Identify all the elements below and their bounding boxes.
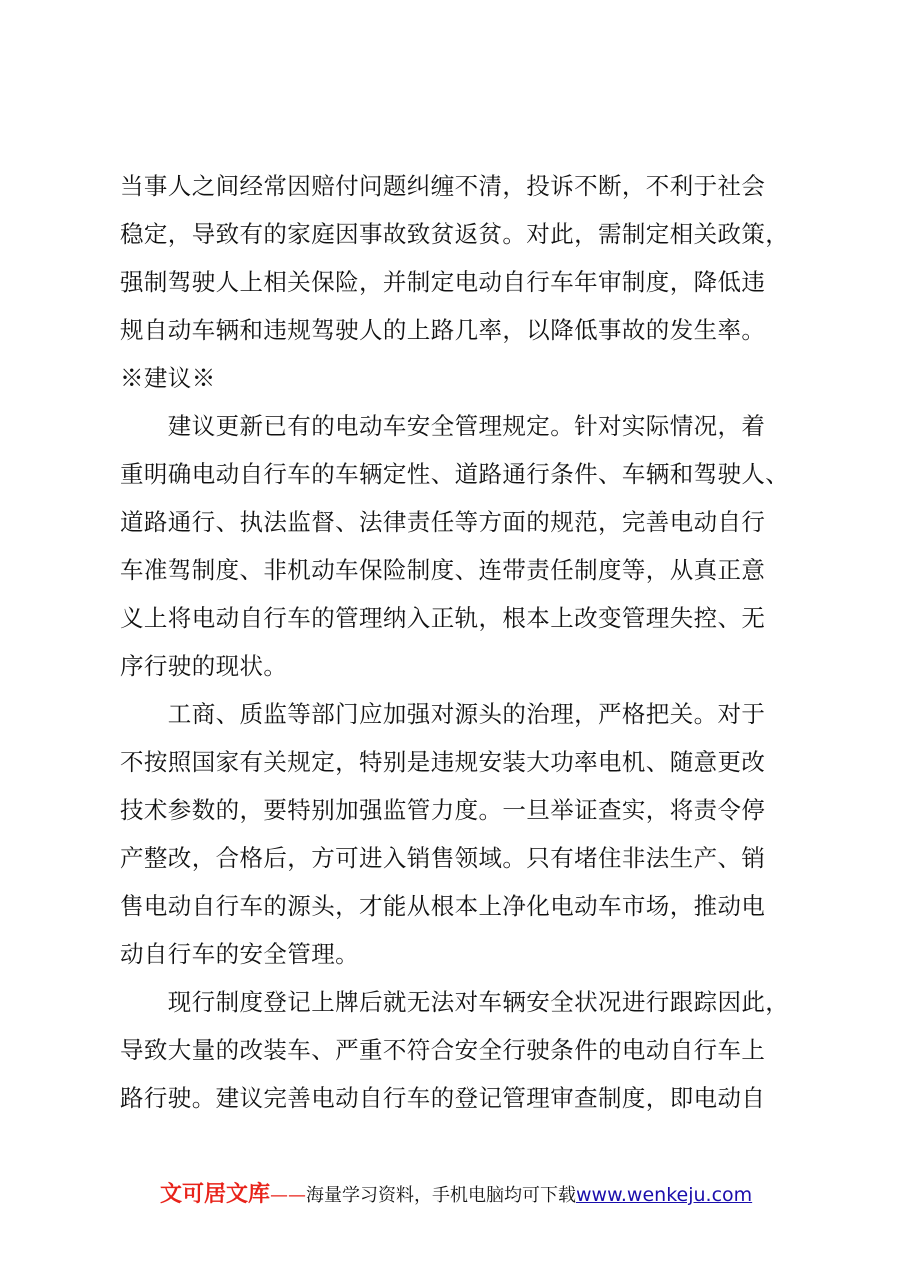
text-line: 当事人之间经常因赔付问题纠缠不清，投诉不断，不利于社会 <box>120 172 766 200</box>
footer <box>160 1182 752 1209</box>
footer-tagline: 海量学习资料，手机电脑均可下载 <box>306 1185 577 1206</box>
text-line: 动自行车的安全管理。 <box>120 940 359 968</box>
footer-dash: —— <box>270 1185 307 1206</box>
text-line: 现行制度登记上牌后就无法对车辆安全状况进行跟踪因此， <box>120 988 790 1016</box>
text-line: 售电动自行车的源头，才能从根本上净化电动车市场，推动电 <box>120 892 766 920</box>
text-line: 规自动车辆和违规驾驶人的上路几率，以降低事故的发生率。 <box>120 316 766 344</box>
text-line: 技术参数的，要特别加强监管力度。一旦举证查实，将责令停 <box>120 796 766 824</box>
text-line: 工商、质监等部门应加强对源头的治理，严格把关。对于 <box>120 700 766 728</box>
footer-url-link[interactable]: www.wenkeju.com <box>576 1184 753 1206</box>
footer-brand: 文可居文库 <box>160 1182 271 1207</box>
text-line: 车准驾制度、非机动车保险制度、连带责任制度等，从真正意 <box>120 556 766 584</box>
text-line: 不按照国家有关规定，特别是违规安装大功率电机、随意更改 <box>120 748 766 776</box>
text-line: 重明确电动自行车的车辆定性、道路通行条件、车辆和驾驶人、 <box>120 460 790 488</box>
text-line: 强制驾驶人上相关保险，并制定电动自行车年审制度，降低违 <box>120 268 766 296</box>
text-line: 序行驶的现状。 <box>120 652 288 680</box>
text-line: 稳定，导致有的家庭因事故致贫返贫。对此，需制定相关政策， <box>120 220 790 248</box>
text-line: 建议更新已有的电动车安全管理规定。针对实际情况，着 <box>120 412 766 440</box>
text-line: 义上将电动自行车的管理纳入正轨，根本上改变管理失控、无 <box>120 604 766 632</box>
text-line: ※建议※ <box>120 364 216 392</box>
text-line: 产整改，合格后，方可进入销售领域。只有堵住非法生产、销 <box>120 844 766 872</box>
text-line: 导致大量的改装车、严重不符合安全行驶条件的电动自行车上 <box>120 1036 766 1064</box>
text-line: 路行驶。建议完善电动自行车的登记管理审查制度，即电动自 <box>120 1084 766 1112</box>
text-line: 道路通行、执法监督、法律责任等方面的规范，完善电动自行 <box>120 508 766 536</box>
